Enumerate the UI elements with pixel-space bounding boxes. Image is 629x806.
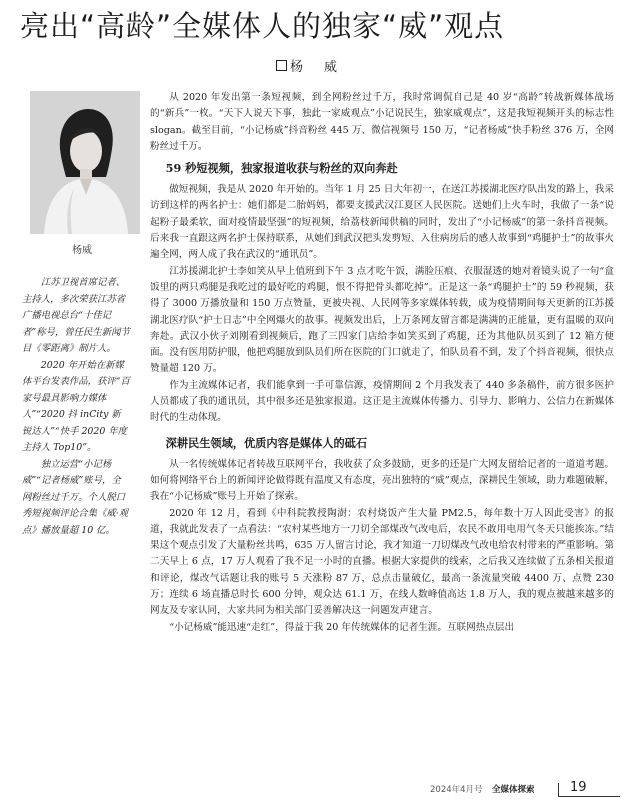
bio-paragraph: 2020 年开始在新媒体平台发表作品，获评“百家号最具影响力媒体人”“2020 抖 inCity 新锐达人”“快手 2020 年度主持人 Top10”。 [22, 359, 130, 453]
section-heading: 59 秒短视频，独家报道收获与粉丝的双向奔赴 [165, 161, 398, 176]
body-paragraph: 作为主流媒体记者，我们能拿到一手可靠信源，疫情期间 2 个月我发表了 440 多条稿件，前方很多医护人员都成了我的通讯员，其中很多还是独家报道。这正是主流媒体传播力、引导力、影响力、公信力在新媒体时代的生动体现。 [150, 379, 614, 424]
author-bio [22, 275, 130, 539]
magazine-name: 全媒体探索 [492, 785, 535, 795]
footer-divider [558, 783, 559, 797]
bio-paragraph: 江苏卫视首席记者、主持人，多次荣获江苏省广播电视总台“十佳记者”称号，曾任民生新闻节目《零距离》制片人。 [22, 277, 130, 354]
section-heading: 深耕民生领域，优质内容是媒体人的砥石 [165, 435, 368, 450]
author-photo [30, 91, 140, 234]
bio-paragraph: 独立运营“小记杨威”“记者杨威”账号，全网粉丝过千万。个人脱口秀短视频评论合集《威·观点》播放量超 10 亿。 [22, 458, 129, 536]
body-paragraph: “小记杨威”能迅速“走红”，得益于我 20 年传统媒体的记者生涯。互联网热点层出 [169, 621, 515, 633]
footer-rule [558, 796, 620, 797]
issue-date: 2024年4月号 [430, 785, 483, 795]
body-paragraph: 江苏援湖北护士李如笑从早上值班到下午 3 点才吃午饭，满脸压痕、衣服湿透的她对着镜头说了一句“盒饭里的两只鸡腿是我吃过的最好吃的鸡腿，恨不得把骨头都吃掉”。正是这一条“鸡腿护士”的 59 秒视频，获得了 3000 万播放量和 150 万点赞量，更被央视、人民网等多家媒体转载，成为疫情期间每天更新的江苏援湖北医疗队“护士日志”中全网爆火的故事。视频发出后，上万条网友留言都是满满的正能量，更有温暖的双向奔赴。武汉小伙子刘刚看到视频后，跑了三四家门店给李如笑买到了鸡腿，还为其他队员买到了 12 箱方便面。没有医用防护服，他把鸡腿放到队员们所在医院的门口就走了，怕队员看不到，发了个抖音视频，很快点赞量超 120 万。 [150, 265, 614, 375]
body-paragraph: 做短视频，我是从 2020 年开始的。当年 1 月 25 日大年初一，在送江苏援湖北医疗队出发的路上，我采访到这样的两名护士：她们都是二胎妈妈，都要支援武汉江夏区人民医院。送她们上火车时，我做了一条“说起粉子最柔软，面对疫情最坚强”的短视频，给荔枝新闻供稿的同时，发出了“小记杨威”的第一条抖音视频。后来我一直跟这两名护士保持联系，从她们到武汉把头发剪短、入住病房后的感人故事到“鸡腿护士”的故事火遍全网，两人成了我在武汉的“通讯员”。 [150, 184, 614, 261]
author-name: 杨 威 [290, 60, 342, 75]
byline [276, 56, 341, 75]
article-body [150, 90, 614, 636]
portrait-image [30, 91, 140, 234]
article-title: 亮出“高龄”全媒体人的独家“威”观点 [20, 9, 505, 43]
photo-caption: 杨威 [72, 245, 92, 256]
body-paragraph: 2020 年 12 月，看到《中科院教授陶澍：农村烧饭产生大量 PM2.5，每年数十万人因此受害》的报道，我就此发表了一点看法：“农村某些地方一刀切全部煤改气改电后，农民不敢用电用气冬天只能挨冻。”结果这个观点引发了大量粉丝共鸣，635 万人留言讨论，我才知道一刀切煤改气改电给农村带来的严重影响。第二天早上 6 点，17 万人观看了我不足一小时的直播。根据大家提供的线索，之后我又连续做了五条相关报道和评论，煤改气话题让我的账号 5 天涨粉 87 万，总点击量破亿，最高一条流量突破 4400 万、点赞 230 万；连续 6 场直播总时长 600 分钟，观众达 61.1 万，在线人数峰值高达 1.8 万人，我的观点被越来越多的网友及专家认同，大家共同为相关部门妥善解决这一问题发声建言。 [150, 507, 614, 617]
byline-box-icon [276, 60, 287, 71]
intro-paragraph: 从 2020 年发出第一条短视频，到全网粉丝过千万，我时常调侃自己是 40 岁“高龄”转战新媒体战场的“新兵”一枚。“天下人说天下事，独此一家威观点”小记说民生，独家威观点”，这是我短视频开头的标志性 slogan。截至目前，“小记杨威”抖音粉丝 445 万、微信视频号 150 万，“记者杨威”快手粉丝 376 万，全网粉丝过千万。 [150, 92, 614, 152]
page-number: 19 [570, 780, 587, 795]
page-footer [430, 780, 620, 798]
body-paragraph: 从一名传统媒体记者转战互联网平台，我收获了众多鼓励，更多的还是广大网友留给记者的一道道考题。如何将网络平台上的新闻评论做得既有温度又有态度，亮出独特的“威”观点，深耕民生领域，助力难题破解，我在“小记杨威”账号上开始了探索。 [150, 458, 614, 503]
